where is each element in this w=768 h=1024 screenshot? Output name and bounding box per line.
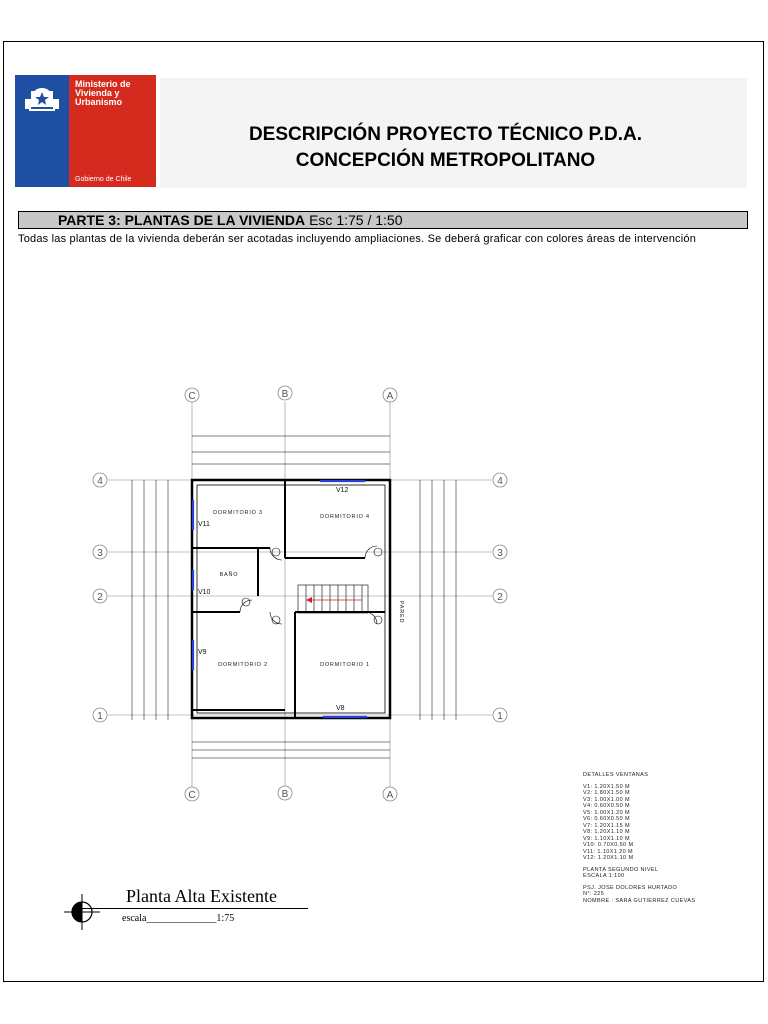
axis-label-a-bottom: A [386,790,394,801]
house-number: N°: 225 [583,891,605,897]
details-item: V1: 1.20X1.50 M [583,783,630,790]
details-item: V5: 1.00X1.20 M [583,809,630,816]
section-scale: Esc 1:75 / 1:50 [309,212,403,228]
axis-label-1-left: 1 [97,711,103,722]
logo-ministry-line3: Urbanismo [75,97,123,107]
axis-label-c-top: C [188,391,196,402]
details-item: V7: 1.20X1.15 M [583,822,630,829]
plan-label-underline [80,908,308,909]
room-label-dormitorio-4: DORMITORIO 4 [320,514,370,520]
floor-plan-drawing [80,380,520,810]
window-label-v9: V9 [198,649,207,656]
details-item: V11: 1.10X1.20 M [583,848,634,855]
details-item: V12: 1.20X1.10 M [583,855,634,861]
axis-label-3-right: 3 [497,548,503,559]
room-label-dormitorio-3: DORMITORIO 3 [213,510,263,516]
section-title: PARTE 3: PLANTAS DE LA VIVIENDA [58,212,306,228]
document-title-line2: CONCEPCIÓN METROPOLITANO [295,150,596,171]
axis-label-4-left: 4 [97,476,103,487]
details-item: V9: 1.10X1.10 M [583,835,630,842]
axis-label-4-right: 4 [497,476,503,487]
logo-ministry-line1: Ministerio de [75,79,131,89]
details-heading: DETALLES VENTANAS [583,772,649,778]
scale-label: escala______________1:75 [122,913,235,924]
details-item: V3: 1.00X1.00 M [583,796,630,803]
plan-name: PLANTA SEGUNDO NIVEL [583,866,659,873]
wall-label: PARED [398,600,404,624]
axis-label-1-right: 1 [497,711,503,722]
window-label-v10: V10 [198,589,211,596]
section-description: Todas las plantas de la vivienda deberán ser acotadas incluyendo ampliaciones. Se deberá graficar con colores áreas de intervención [18,233,697,245]
details-item: V8: 1.20X1.10 M [583,829,630,835]
address: PSJ. JOSE DOLORES HURTADO [583,884,678,891]
axis-label-a-top: A [386,391,394,402]
plan-scale: ESCALA 1:100 [583,873,625,879]
window-label-v12: V12 [336,487,349,494]
plan-label: Planta Alta Existente [126,886,277,906]
details-item: V4: 0.60X0.50 M [583,803,630,809]
axis-label-b-bottom: B [281,789,289,800]
window-label-v8: V8 [336,705,345,712]
room-label-bano: BAÑO [219,572,239,578]
details-item: V2: 1.80X1.50 M [583,790,630,796]
logo-government: Gobierno de Chile [75,176,132,183]
north-arrow-icon [62,892,102,932]
axis-label-c-bottom: C [188,790,196,801]
details-item: V6: 0.60X0.50 M [583,816,630,822]
room-label-dormitorio-1: DORMITORIO 1 [320,662,370,668]
room-label-dormitorio-2: DORMITORIO 2 [218,662,268,668]
axis-label-3-left: 3 [97,548,103,559]
window-details [583,772,743,904]
stair-arrow-icon [306,597,312,603]
window-label-v11: V11 [198,521,210,528]
axis-label-2-right: 2 [497,592,503,603]
details-item: V10: 0.70X0.50 M [583,842,634,848]
axis-label-b-top: B [281,389,289,400]
logo-ministry-line2: Vivienda y [75,88,120,98]
owner-name: NOMBRE : SARA GUTIERREZ CUEVAS [583,897,696,904]
section-heading [58,211,403,229]
axis-label-2-left: 2 [97,592,103,603]
document-title-line1: DESCRIPCIÓN PROYECTO TÉCNICO P.D.A. [248,124,643,145]
